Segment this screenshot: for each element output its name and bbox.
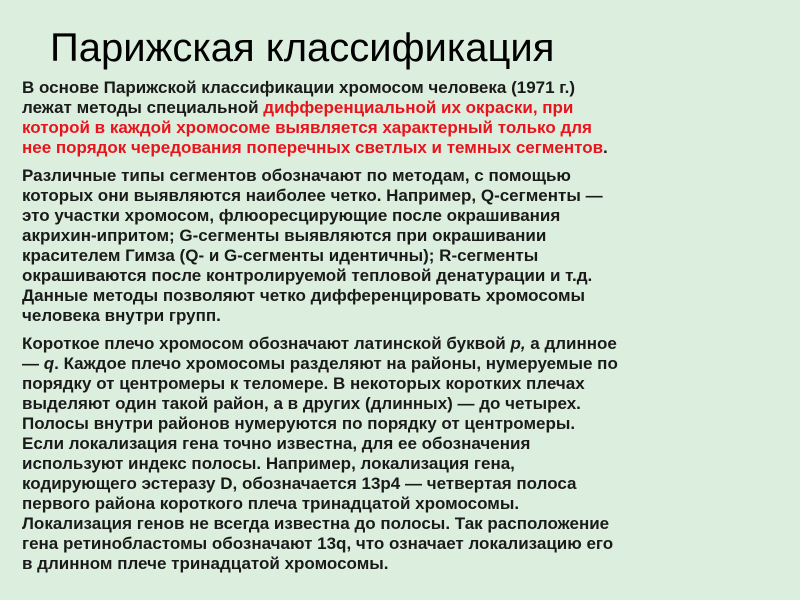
text-line: окрашиваются после контролируемой тепловой денатурации и т.д. — [22, 266, 593, 285]
text-line: в длинном плече тринадцатой хромосомы. — [22, 554, 389, 573]
text-line — [22, 98, 800, 118]
text-line: Полосы внутри районов нумеруются по порядку от центромеры. — [22, 414, 576, 433]
text-line: кодирующего эстеразу D, обозначается 13р4 — четвертая полоса — [22, 474, 577, 493]
text-line: гена ретинобластомы обозначают 13q, что означает локализацию его — [22, 534, 614, 553]
highlighted-text: дифференциальной их окраски, при — [263, 98, 574, 117]
text-line: это участки хромосом, флюоресцирующие после окрашивания — [22, 206, 561, 225]
paragraph-segment-types — [22, 166, 800, 326]
text-line: используют индекс полосы. Например, локализация гена, — [22, 454, 515, 473]
slide-body — [22, 78, 800, 582]
text-line: Если локализация гена точно известна, для ее обозначения — [22, 434, 531, 453]
highlighted-text: нее порядок чередования поперечных светлых и темных сегментов — [22, 138, 604, 157]
text-line: Локализация генов не всегда известна до полосы. Так расположение — [22, 514, 610, 533]
text-line: акрихин-ипритом; G-сегменты выявляются при окрашивании — [22, 226, 547, 245]
text-line: Данные методы позволяют четко дифференцировать хромосомы — [22, 286, 586, 305]
text-line — [22, 334, 800, 354]
text-line — [22, 354, 800, 374]
highlighted-text-line: которой в каждой хромосоме выявляется характерный только для — [22, 118, 592, 137]
text-line: Различные типы сегментов обозначают по методам, с помощью — [22, 166, 571, 185]
text-line — [22, 138, 800, 158]
text-run: Короткое плечо хромосом обозначают латинской буквой — [22, 334, 511, 353]
text-line: порядку от центромеры к теломере. В некоторых коротких плечах — [22, 374, 585, 393]
text-run: а длинное — [525, 334, 617, 353]
text-line: В основе Парижской классификации хромосом человека (1971 г.) — [22, 78, 576, 97]
text-line: человека внутри групп. — [22, 306, 221, 325]
text-run: . — [603, 138, 608, 157]
text-line: выделяют один такой район, а в других (длинных) — до четырех. — [22, 394, 581, 413]
text-line: красителем Гимза (Q- и G-сегменты идентичны); R-сегменты — [22, 246, 539, 265]
italic-text: р, — [510, 334, 526, 353]
paragraph-chromosome-arms — [22, 334, 800, 574]
text-run: лежат методы специальной — [22, 98, 264, 117]
text-run: — — [22, 354, 44, 373]
text-line: которых они выявляются наиболее четко. Например, Q-сегменты — — [22, 186, 603, 205]
text-run: . Каждое плечо хромосомы разделяют на районы, нумеруемые по — [54, 354, 618, 373]
text-line: первого района короткого плеча тринадцатой хромосомы. — [22, 494, 520, 513]
slide-title: Парижская классификация — [50, 26, 555, 70]
paragraph-paris-classification — [22, 78, 800, 158]
italic-text: q — [43, 354, 55, 373]
